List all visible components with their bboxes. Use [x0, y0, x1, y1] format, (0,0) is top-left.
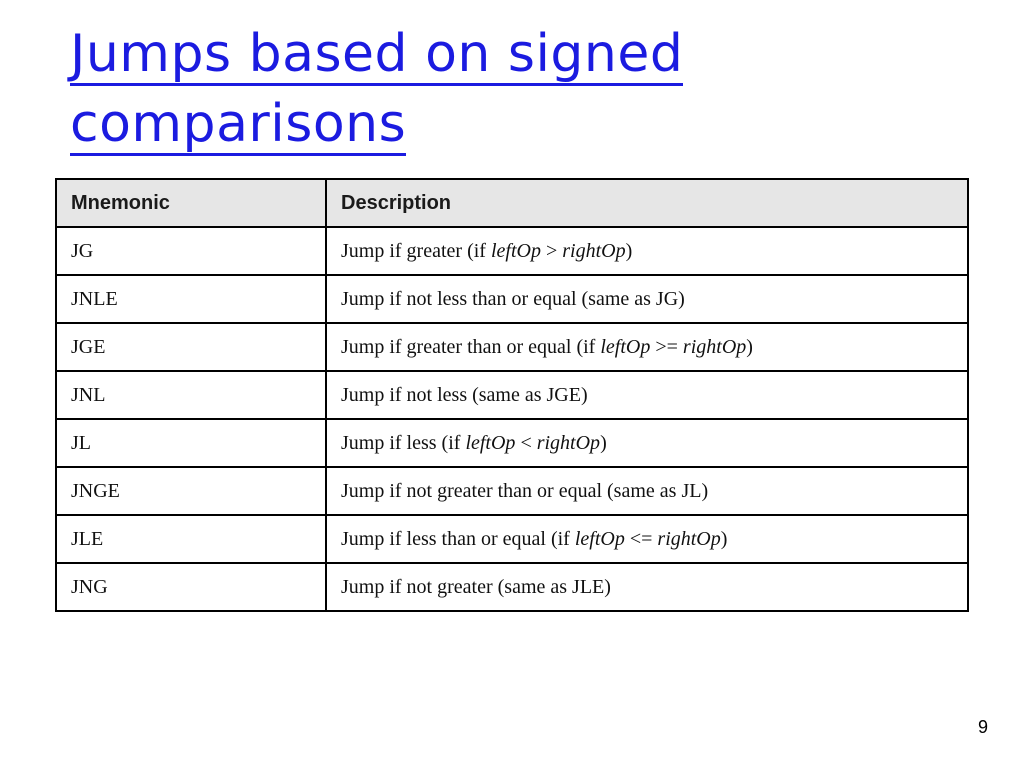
description-text: Jump if greater (if	[341, 239, 491, 262]
comparison-operator: >=	[650, 335, 683, 358]
description-cell	[326, 275, 968, 323]
table-row	[56, 515, 968, 563]
description-close: )	[600, 431, 607, 454]
table-row	[56, 227, 968, 275]
description-text: Jump if not less than or equal (same as JG)	[341, 287, 685, 310]
description-close: )	[746, 335, 753, 358]
mnemonic-cell: JG	[56, 227, 326, 275]
table-row	[56, 275, 968, 323]
signed-jumps-table	[55, 178, 969, 612]
table-row	[56, 371, 968, 419]
left-operand: leftOp	[465, 431, 516, 454]
description-text: Jump if less (if	[341, 431, 466, 454]
description-text: Jump if not less (same as JGE)	[341, 383, 588, 406]
mnemonic-cell: JNGE	[56, 467, 326, 515]
description-cell	[326, 323, 968, 371]
slide-title	[70, 22, 683, 162]
mnemonic-cell: JNL	[56, 371, 326, 419]
table-row	[56, 323, 968, 371]
table-row	[56, 563, 968, 611]
description-text: Jump if less than or equal (if	[341, 527, 575, 550]
mnemonic-cell: JL	[56, 419, 326, 467]
description-cell	[326, 563, 968, 611]
page-number: 9	[977, 717, 988, 737]
description-cell	[326, 467, 968, 515]
description-text: Jump if not greater than or equal (same as JL)	[341, 479, 709, 502]
header-mnemonic: Mnemonic	[56, 179, 326, 227]
description-cell	[326, 419, 968, 467]
right-operand: rightOp	[562, 239, 626, 262]
slide-title-line-1: Jumps based on signed	[70, 24, 684, 84]
mnemonic-cell: JNLE	[56, 275, 326, 323]
comparison-operator: <	[515, 431, 537, 454]
right-operand: rightOp	[657, 527, 721, 550]
left-operand: leftOp	[490, 239, 541, 262]
comparison-operator: >	[540, 239, 563, 262]
description-cell	[326, 371, 968, 419]
mnemonic-cell: JLE	[56, 515, 326, 563]
right-operand: rightOp	[536, 431, 601, 454]
slide-title-line-2: comparisons	[70, 94, 407, 154]
description-text: Jump if not greater (same as JLE)	[341, 575, 611, 598]
mnemonic-cell: JGE	[56, 323, 326, 371]
description-cell	[326, 515, 968, 563]
mnemonic-cell: JNG	[56, 563, 326, 611]
description-text: Jump if greater than or equal (if	[341, 335, 601, 358]
table-header-row	[56, 179, 968, 227]
description-cell	[326, 227, 968, 275]
description-close: )	[625, 239, 633, 262]
table-row	[56, 467, 968, 515]
description-close: )	[720, 527, 728, 550]
right-operand: rightOp	[682, 335, 747, 358]
header-description: Description	[326, 179, 968, 227]
table-row	[56, 419, 968, 467]
left-operand: leftOp	[600, 335, 651, 358]
comparison-operator: <=	[624, 527, 658, 550]
left-operand: leftOp	[574, 527, 625, 550]
